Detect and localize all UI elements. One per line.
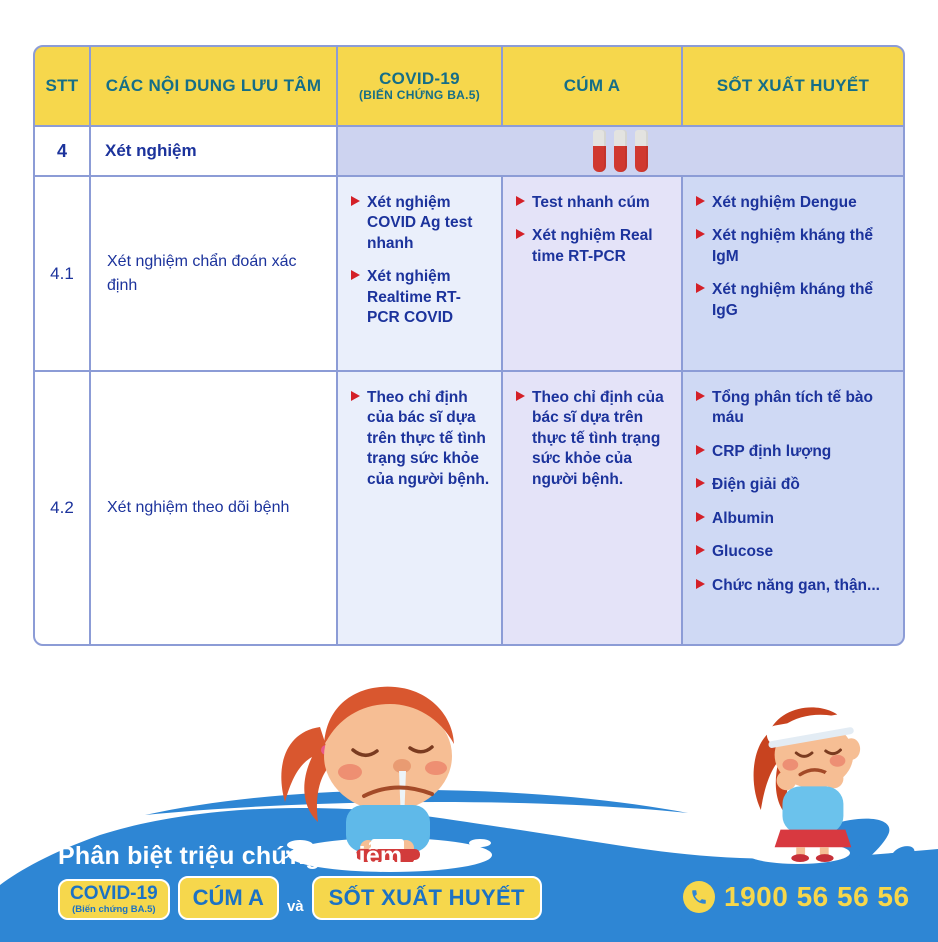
list-item: [516, 226, 673, 267]
cum-a-monitoring-list: [516, 388, 673, 490]
list-item-text: Albumin: [712, 509, 774, 527]
covid-diagnostic-list: [351, 193, 493, 329]
triangle-right-icon: [696, 478, 705, 488]
list-item-text: Xét nghiệm kháng thể IgM: [712, 227, 874, 265]
blush: [425, 761, 447, 775]
header-cum-a-label: CÚM A: [563, 76, 621, 96]
header-stt: [35, 47, 89, 125]
footer-headline: Phân biệt triệu chứng nhiễm: [58, 842, 403, 870]
header-content-label: CÁC NỘI DUNG LƯU TÂM: [105, 76, 322, 96]
ear: [842, 738, 860, 760]
bandaged-kid-illustration: [740, 692, 880, 864]
blush: [830, 755, 846, 767]
list-item-text: Xét nghiệm COVID Ag test nhanh: [367, 194, 473, 252]
skirt: [775, 830, 852, 848]
sick-girl-illustration: [250, 672, 480, 862]
list-item: [696, 442, 895, 462]
header-sxh: [683, 47, 903, 125]
list-item: [696, 576, 895, 596]
sxh-monitoring-list: [696, 388, 895, 596]
list-item: [696, 388, 895, 429]
blush: [782, 759, 798, 771]
header-covid: [338, 47, 501, 125]
test-tube-icon: [593, 130, 606, 172]
list-item-text: Xét nghiệm kháng thể IgG: [712, 281, 874, 319]
blush: [338, 764, 362, 780]
cell-covid-monitoring: [338, 372, 501, 644]
cell-cum-a-diagnostic: [503, 177, 681, 370]
header-stt-label: STT: [45, 76, 79, 96]
row-title: Xét nghiệm theo dõi bệnh: [91, 372, 336, 644]
list-item-text: Theo chỉ định của bác sĩ dựa trên thực tế tình trạng sức khỏe của người bệnh.: [367, 389, 490, 488]
badge-covid-label: COVID-19: [70, 882, 158, 904]
sxh-diagnostic-list: [696, 193, 895, 321]
list-item-text: Test nhanh cúm: [532, 194, 650, 211]
list-item: [696, 193, 895, 213]
section-stt: 4: [35, 127, 89, 175]
phone-icon: [683, 881, 715, 913]
row-stt: 4.2: [35, 372, 89, 644]
list-item: [696, 542, 895, 562]
list-item-text: CRP định lượng: [712, 442, 832, 460]
triangle-right-icon: [696, 229, 705, 239]
hand: [824, 769, 844, 789]
header-sxh-label: SỐT XUẤT HUYẾT: [716, 76, 870, 96]
badge-cum-a: CÚM A: [178, 876, 279, 920]
section-title: Xét nghiệm: [91, 127, 336, 175]
shoe: [791, 854, 809, 862]
row-title: Xét nghiệm chẩn đoán xác định: [91, 177, 336, 370]
shoe: [816, 854, 834, 862]
list-item: [516, 193, 673, 213]
list-item-text: Xét nghiệm Real time RT-PCR: [532, 227, 653, 265]
triangle-right-icon: [351, 270, 360, 280]
hotline[interactable]: [683, 881, 910, 913]
cell-sxh-monitoring: [683, 372, 903, 644]
list-item: [351, 193, 493, 254]
badge-covid-sublabel: (Biến chứng BA.5): [72, 903, 156, 915]
triangle-right-icon: [516, 391, 525, 401]
header-covid-label: COVID-19: [379, 69, 460, 89]
triangle-right-icon: [351, 196, 360, 206]
section-icon-cell: [338, 127, 903, 175]
list-item: [696, 226, 895, 267]
cell-covid-diagnostic: [338, 177, 501, 370]
footer-badges: [58, 876, 542, 920]
triangle-right-icon: [696, 445, 705, 455]
list-item: [516, 388, 673, 490]
triangle-right-icon: [696, 283, 705, 293]
hotline-number[interactable]: 1900 56 56 56: [724, 881, 910, 912]
droplet: [917, 867, 931, 877]
test-tube-icon: [635, 130, 648, 172]
triangle-right-icon: [351, 391, 360, 401]
badge-covid: [58, 879, 170, 921]
list-item-text: Theo chỉ định của bác sĩ dựa trên thực tế tình trạng sức khỏe của người bệnh.: [532, 389, 664, 488]
triangle-right-icon: [516, 196, 525, 206]
list-item-text: Xét nghiệm Realtime RT-PCR COVID: [367, 268, 461, 327]
nose: [393, 759, 411, 773]
list-item-text: Xét nghiệm Dengue: [712, 194, 857, 211]
list-item: [696, 280, 895, 321]
comparison-table: [33, 45, 905, 646]
triangle-right-icon: [696, 196, 705, 206]
cell-sxh-diagnostic: [683, 177, 903, 370]
hand: [777, 771, 797, 791]
test-tube-icon: [614, 130, 627, 172]
header-covid-sublabel: (BIẾN CHỨNG BA.5): [358, 87, 481, 102]
list-item: [351, 267, 493, 328]
list-item-text: Tổng phân tích tế bào máu: [712, 389, 874, 427]
triangle-right-icon: [516, 229, 525, 239]
triangle-right-icon: [696, 579, 705, 589]
row-stt: 4.1: [35, 177, 89, 370]
connector-text: và: [286, 898, 304, 915]
triangle-right-icon: [696, 391, 705, 401]
sweater: [782, 786, 843, 833]
list-item: [696, 509, 895, 529]
badge-sxh: SỐT XUẤT HUYẾT: [312, 876, 542, 920]
cum-a-diagnostic-list: [516, 193, 673, 267]
header-cum-a: [503, 47, 681, 125]
triangle-right-icon: [696, 512, 705, 522]
list-item: [351, 388, 493, 490]
list-item-text: Chức năng gan, thận...: [712, 576, 880, 594]
triangle-right-icon: [696, 545, 705, 555]
list-item-text: Glucose: [712, 543, 774, 561]
header-content: [91, 47, 336, 125]
list-item: [696, 475, 895, 495]
covid-monitoring-list: [351, 388, 493, 490]
list-item-text: Điện giải đồ: [712, 476, 800, 494]
cell-cum-a-monitoring: [503, 372, 681, 644]
